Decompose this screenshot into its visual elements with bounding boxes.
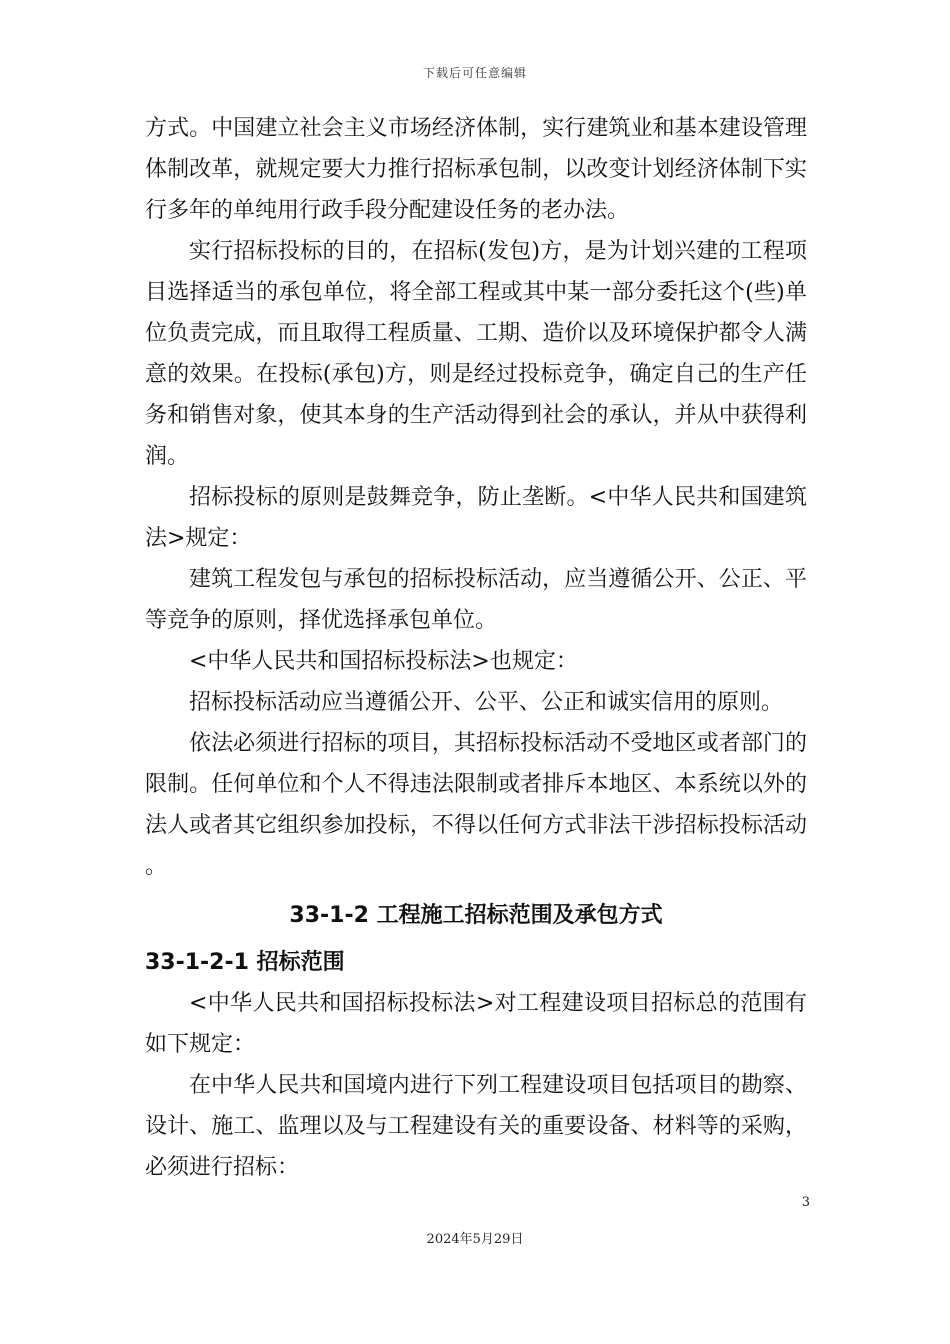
section-heading: 33-1-2 工程施工招标范围及承包方式 [289,903,663,928]
page-header: 下载后可任意编辑 [422,66,527,80]
subsection-heading: 33-1-2-1 招标范围 [145,950,345,975]
footer-date: 2024年5月29日 [426,1232,524,1247]
paragraph-2: 实行招标投标的目的，在招标(发包)方，是为计划兴建的工程项目选择适当的承包单位，将全部工程或其中某一部分委托这个(些)单位负责完成，而且取得工程质量、工期、造价以及环境保护都令人满意的效果。在投标(承包)方，则是经过投标竞争，确定自己的生产任务和销售对象，使其本身的生产活动得到社会的承认，并从中获得利润。 [145,239,807,469]
paragraph-3: 招标投标的原则是鼓舞竞争，防止垄断。<中华人民共和国建筑法>规定： [145,485,807,551]
paragraph-4: 建筑工程发包与承包的招标投标活动，应当遵循公开、公正、平等竞争的原则，择优选择承包单位。 [145,567,807,633]
document-body [145,108,807,1188]
page-number: 3 [801,1195,810,1210]
paragraph-9: 在中华人民共和国境内进行下列工程建设项目包括项目的勘察、设计、施工、监理以及与工程建设有关的重要设备、材料等的采购，必须进行招标： [145,1073,807,1180]
paragraph-8: <中华人民共和国招标投标法>对工程建设项目招标总的范围有如下规定： [145,991,807,1057]
paragraph-1: 方式。中国建立社会主义市场经济体制，实行建筑业和基本建设管理体制改革，就规定要大力推行招标承包制，以改变计划经济体制下实行多年的单纯用行政手段分配建设任务的老办法。 [145,116,807,223]
paragraph-6: 招标投标活动应当遵循公开、公平、公正和诚实信用的原则。 [189,690,784,715]
paragraph-7: 依法必须进行招标的项目，其招标投标活动不受地区或者部门的限制。任何单位和个人不得违法限制或者排斥本地区、本系统以外的法人或者其它组织参加投标，不得以任何方式非法干涉招标投标活动。 [145,731,807,879]
paragraph-5: <中华人民共和国招标投标法>也规定： [189,649,578,674]
